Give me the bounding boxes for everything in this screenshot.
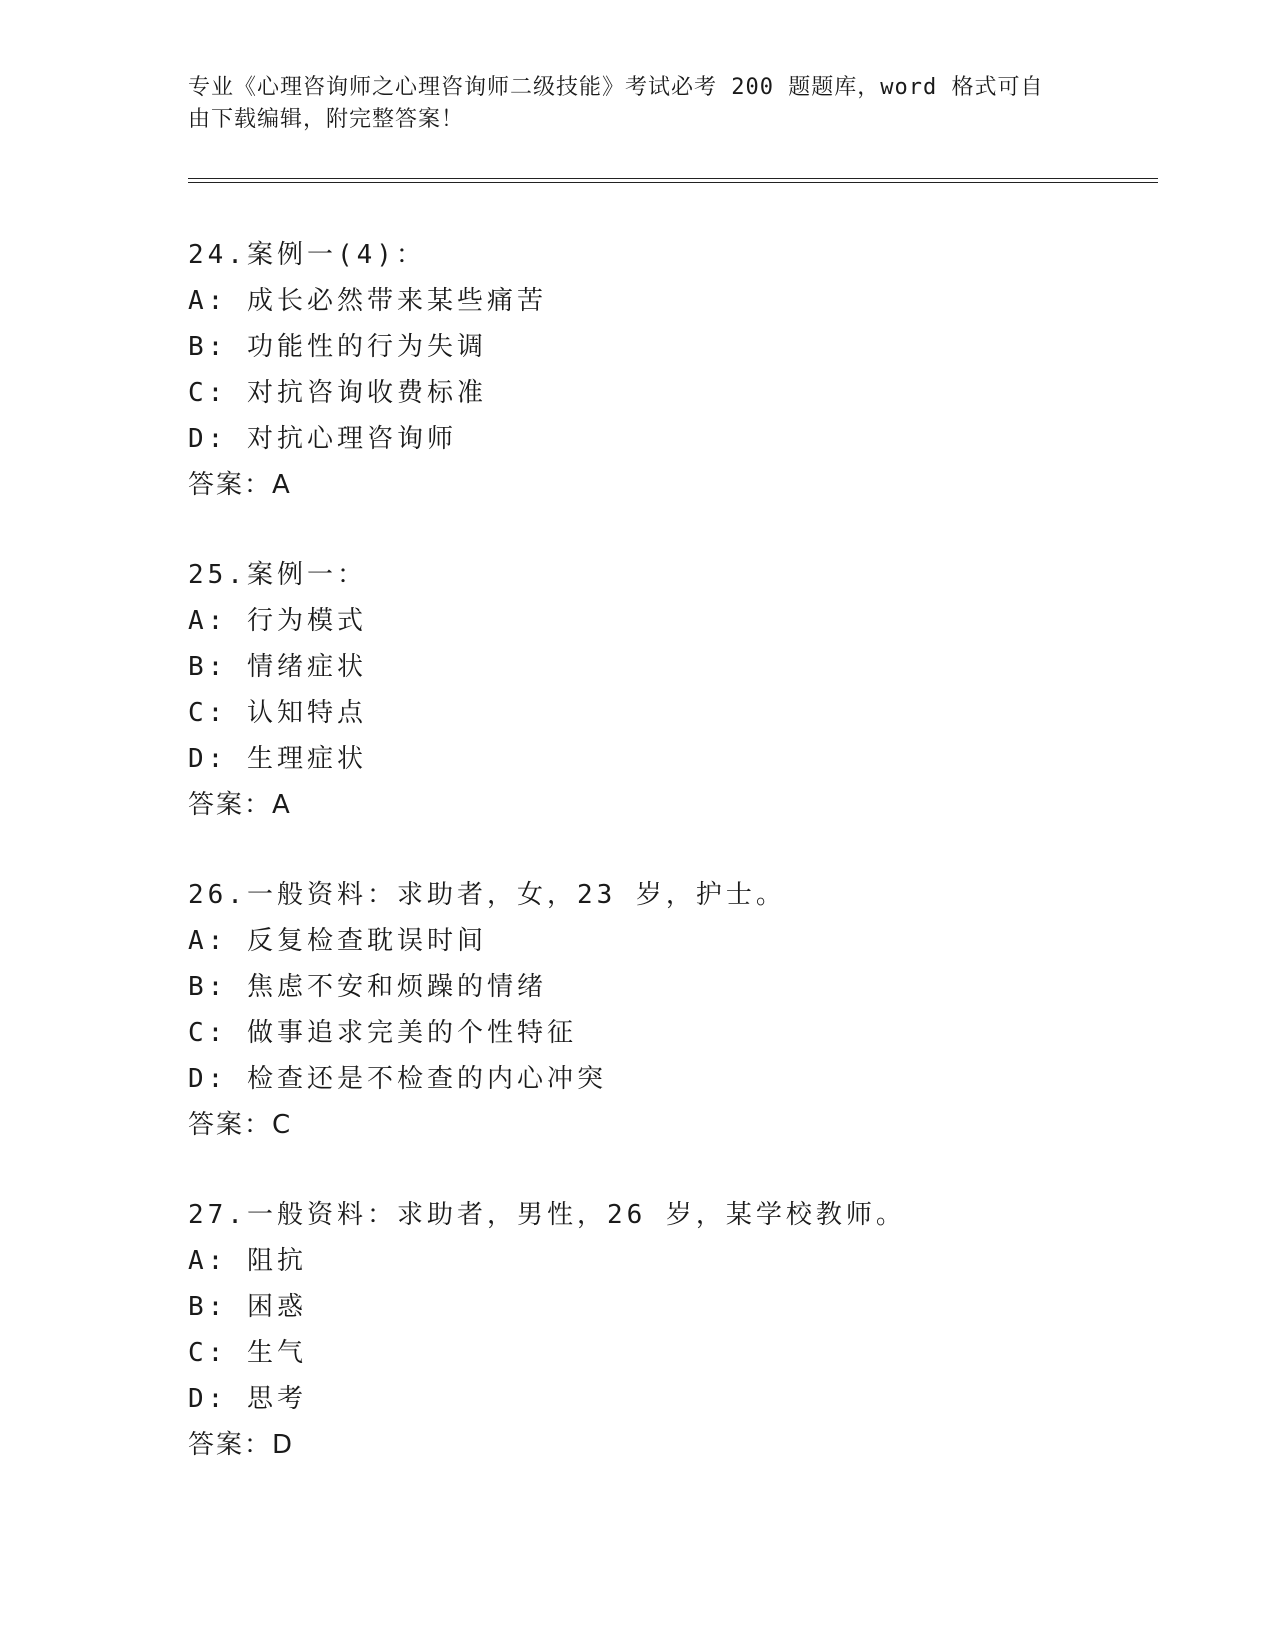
option-b: B: 情绪症状 <box>188 652 367 682</box>
answer: 答案：D <box>188 1430 295 1460</box>
header-line-2: 由下载编辑，附完整答案！ <box>188 107 465 132</box>
question-24 <box>188 232 1088 508</box>
answer: 答案：A <box>188 470 292 500</box>
option-b: B: 功能性的行为失调 <box>188 332 487 362</box>
option-d: D: 思考 <box>188 1384 307 1414</box>
question-title: 24.案例一(4)： <box>188 240 426 270</box>
header-line-1: 专业《心理咨询师之心理咨询师二级技能》考试必考 200 题题库，word 格式可自 <box>188 75 1044 100</box>
option-a: A: 阻抗 <box>188 1246 307 1276</box>
question-25 <box>188 552 1088 828</box>
question-27 <box>188 1192 1088 1468</box>
option-d: D: 检查还是不检查的内心冲突 <box>188 1064 607 1094</box>
option-d: D: 对抗心理咨询师 <box>188 424 457 454</box>
option-a: A: 反复检查耽误时间 <box>188 926 487 956</box>
option-a: A: 成长必然带来某些痛苦 <box>188 286 547 316</box>
header-divider <box>188 178 1158 183</box>
question-title: 25.案例一： <box>188 560 367 590</box>
option-c: C: 认知特点 <box>188 698 367 728</box>
option-b: B: 困惑 <box>188 1292 307 1322</box>
option-b: B: 焦虑不安和烦躁的情绪 <box>188 972 547 1002</box>
answer: 答案：C <box>188 1110 293 1140</box>
option-d: D: 生理症状 <box>188 744 367 774</box>
question-26 <box>188 872 1088 1148</box>
question-title: 26.一般资料：求助者，女，23 岁，护士。 <box>188 880 786 910</box>
question-title: 27.一般资料：求助者，男性，26 岁，某学校教师。 <box>188 1200 906 1230</box>
answer: 答案：A <box>188 790 292 820</box>
option-c: C: 做事追求完美的个性特征 <box>188 1018 577 1048</box>
option-a: A: 行为模式 <box>188 606 367 636</box>
document-header <box>188 72 1068 136</box>
option-c: C: 对抗咨询收费标准 <box>188 378 487 408</box>
option-c: C: 生气 <box>188 1338 307 1368</box>
